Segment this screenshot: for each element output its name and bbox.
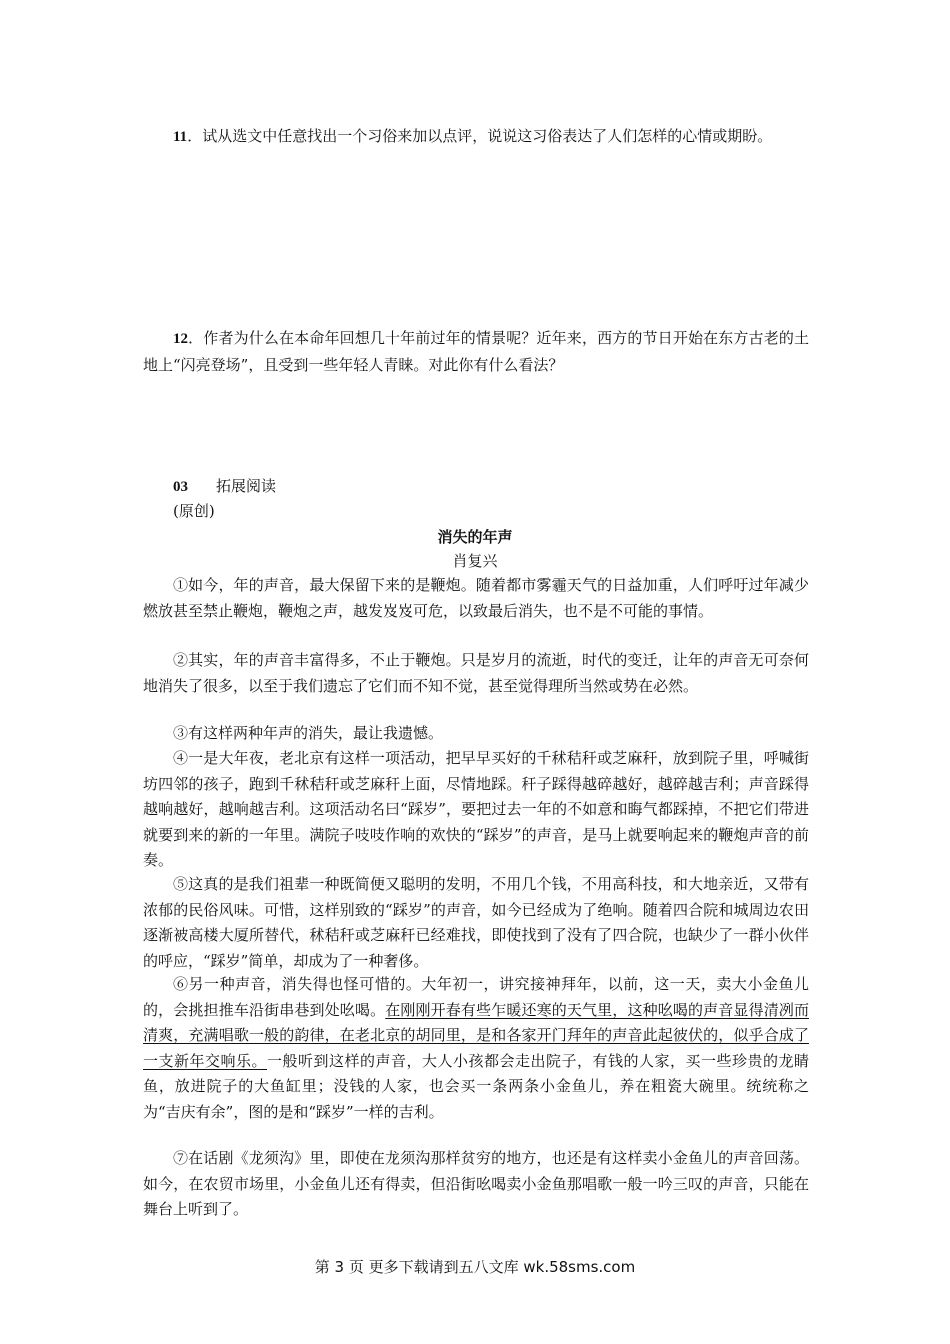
article-author: 肖复兴 [452,552,498,570]
question-12-number: 12 [173,331,188,347]
article-title: 消失的年声 [437,528,513,546]
question-12 [143,326,809,378]
paragraph-2: ②其实，年的声音丰富得多，不止于鞭炮。只是岁月的流逝，时代的变迁，让年的声音无可奈何地消失了很多，以至于我们遗忘了它们而不知不觉，甚至觉得理所当然或势在必然。 [143,651,809,695]
paragraph-3: ③有这样两种年声的消失，最让我遗憾。 [173,724,444,742]
section-number: 03 [173,479,188,495]
section-label: 拓展阅读 [216,477,277,495]
section-heading [173,475,276,498]
paragraph-1: ①如今，年的声音，最大保留下来的是鞭炮。随着都市雾霾天气的日益加重，人们呼吁过年减少燃放甚至禁止鞭炮，鞭炮之声，越发岌岌可危，以致最后消失，也不是不可能的事情。 [143,576,809,620]
paragraph-5: ⑤这真的是我们祖辈一种既简便又聪明的发明，不用几个钱，不用高科技，和大地亲近，又带有浓郁的民俗风味。可惜，这样别致的“踩岁”的声音，如今已经成为了绝响。随着四合院和城周边农田逐渐被高楼大厦所替代，秫秸秆或芝麻秆已经难找，即使找到了没有了四合院，也缺少了一群小伙伴的呼应，“踩岁”简单，却成为了一种奢侈。 [143,875,809,970]
question-11-text: ．试从选文中任意找出一个习俗来加以点评，说说这习俗表达了人们怎样的心情或期盼。 [187,127,773,145]
paragraph-6 [143,972,809,1125]
paragraph-7: ⑦在话剧《龙须沟》里，即使在龙须沟那样贫穷的地方，也还是有这样卖小金鱼儿的声音回荡。如今，在农贸市场里，小金鱼儿还有得卖，但沿街吆喝卖小金鱼那唱歌一般一吟三叹的声音，只能在舞台上听到了。 [143,1149,809,1218]
question-11-number: 11 [173,129,188,145]
paragraph-6-start: ⑥另一种声音，消失得也怪可惜的。大年初一，讲究接神拜年，以前，这一天，卖大小金鱼儿的，会挑担推车沿街串巷到处吆喝。 [143,975,809,1019]
paragraph-4: ④一是大年夜，老北京有这样一项活动，把早早买好的千秫秸秆或芝麻秆，放到院子里，呼喊街坊四邻的孩子，跑到千秫秸秆或芝麻秆上面，尽情地踩。秆子踩得越碎越好，越碎越吉利；声音踩得越响越好，越响越吉利。这项活动名曰“踩岁”，要把过去一年的不如意和晦气都踩掉，不把它们带进就要到来的新的一年里。满院子吱吱作响的欢快的“踩岁”的声音，是马上就要响起来的鞭炮声音的前奏。 [143,749,809,869]
page-footer: 第 3 页 更多下载请到五八文库 wk.58sms.com [314,1258,636,1276]
paragraph-6-underlined: 在刚刚开春有些乍暖还寒的天气里，这种吆喝的声音显得清冽而清爽，充满唱歌一般的韵律，在老北京的胡同里，是和各家开门拜年的声音此起彼伏的，似乎合成了一支新年交响乐。 [143,1000,809,1070]
question-12-text: ．作者为什么在本命年回想几十年前过年的情景呢？近年来，西方的节日开始在东方古老的土地上“闪亮登场”，且受到一些年轻人青睐。对此你有什么看法？ [143,329,809,374]
source-note: (原创) [173,502,215,520]
question-11 [143,124,809,151]
paragraph-6-end: 一般听到这样的声音，大人小孩都会走出院子，有钱的人家，买一些珍贵的龙睛鱼，放进院子的大鱼缸里；没钱的人家，也会买一条两条小金鱼儿，养在粗瓷大碗里。统统称之为“吉庆有余”，图的是和“踩岁”一样的吉利。 [143,1051,809,1121]
